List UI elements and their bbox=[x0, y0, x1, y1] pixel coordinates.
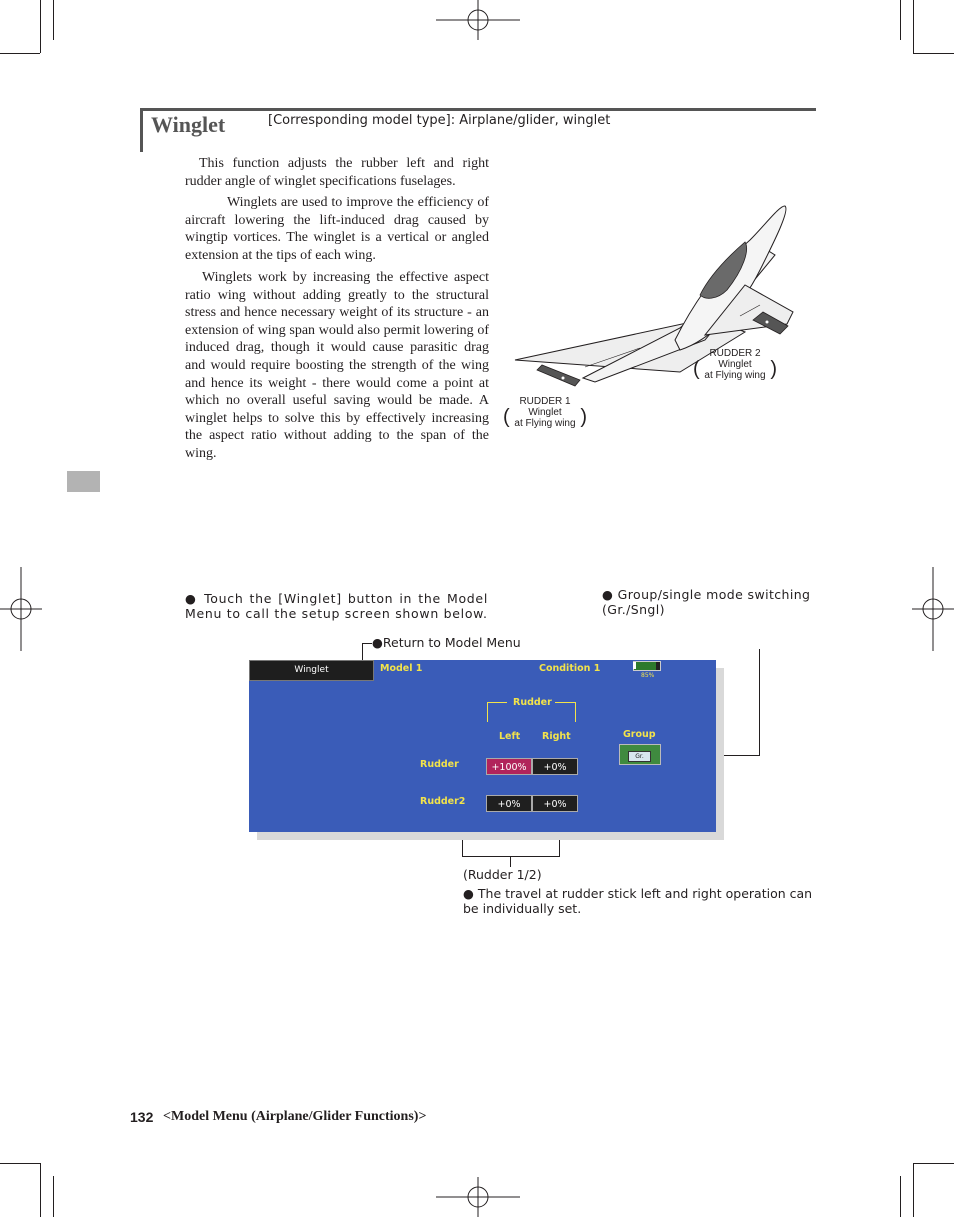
rudder-right-value[interactable]: +0% bbox=[532, 758, 578, 775]
condition-name: Condition 1 bbox=[539, 663, 601, 674]
rudder2-right-value[interactable]: +0% bbox=[532, 795, 578, 812]
rudder-callout-bracket bbox=[559, 840, 560, 856]
registration-mark-top bbox=[436, 0, 520, 40]
winglet-tab-button[interactable]: Winglet bbox=[249, 660, 374, 681]
touch-instruction: ● Touch the [Winglet] button in the Model Menu to call the setup screen shown below. bbox=[185, 591, 488, 621]
row-label-rudder2: Rudder2 bbox=[420, 796, 466, 807]
column-right: Right bbox=[542, 731, 571, 742]
registration-mark-left bbox=[0, 567, 42, 651]
group-button-label: Gr. bbox=[628, 751, 651, 762]
return-note: ●Return to Model Menu bbox=[372, 635, 521, 650]
column-left: Left bbox=[499, 731, 521, 742]
rudder2-note: at Flying wing bbox=[704, 370, 766, 381]
paragraph-winglets: Winglets are used to improve the efficiency of aircraft lowering the lift-induced drag caused by wingtip vortices. The winglet is a vertical or angled extension at the tips of each wing. bbox=[185, 195, 489, 263]
model-type-note: [Corresponding model type]: Airplane/glider, winglet bbox=[268, 113, 611, 128]
rudder1-name: RUDDER 1 bbox=[519, 396, 571, 407]
paren-open: ( bbox=[503, 406, 510, 428]
paragraph-intro: This function adjusts the rubber left and right rudder angle of winglet specifications fuselages. bbox=[185, 156, 489, 189]
paragraph-details: Winglets work by increasing the effective aspect ratio wing without adding greatly to the structural stress and hence necessary weight of its structure - an extension of wing span would also permit lowering of induced drag, though it would cause parasitic drag and would require boosting the strength of the wing and hence its weight - there would come a point at which no overall useful saving would be made. A winglet helps to solve this by effectively increasing the aspect ratio without adding to the span of the wing. bbox=[185, 270, 489, 461]
bracket-top-left bbox=[487, 702, 507, 703]
rudder-callout-bracket bbox=[462, 856, 560, 857]
battery-icon bbox=[633, 661, 661, 671]
rudder-callout-stem bbox=[510, 856, 511, 867]
rudder1-note: at Flying wing bbox=[514, 418, 576, 429]
battery-percent: 85% bbox=[641, 672, 655, 679]
rudder-left-value[interactable]: +100% bbox=[486, 758, 532, 775]
rudder-callout-bracket bbox=[462, 840, 463, 856]
footer-section: <Model Menu (Airplane/Glider Functions)> bbox=[163, 1109, 427, 1124]
header-bar bbox=[140, 108, 143, 152]
paren-open: ( bbox=[693, 358, 700, 380]
bracket-right bbox=[575, 702, 576, 722]
rudder2-name: RUDDER 2 bbox=[709, 348, 761, 359]
return-callout-line bbox=[362, 643, 363, 660]
rudder2-label bbox=[693, 348, 777, 381]
paren-close: ) bbox=[770, 358, 777, 380]
rudder1-type: Winglet bbox=[528, 407, 562, 418]
winglet-screen bbox=[249, 660, 716, 832]
paren-close: ) bbox=[580, 406, 587, 428]
page-title: Winglet bbox=[151, 112, 226, 137]
bracket-left bbox=[487, 702, 488, 722]
rudder2-left-value[interactable]: +0% bbox=[486, 795, 532, 812]
header-rule bbox=[140, 108, 816, 111]
group-label: Group bbox=[623, 729, 656, 740]
rudder-header: Rudder bbox=[513, 697, 552, 708]
travel-note: ● The travel at rudder stick left and right operation can be individually set. bbox=[463, 886, 813, 916]
group-mode-button[interactable] bbox=[619, 744, 661, 765]
rudder-callout: (Rudder 1/2) bbox=[463, 867, 542, 882]
battery-cap bbox=[633, 662, 636, 669]
bracket-top-right bbox=[555, 702, 575, 703]
group-callout-line bbox=[759, 649, 760, 755]
rudder1-label bbox=[503, 396, 587, 429]
side-tab bbox=[67, 471, 100, 492]
registration-mark-bottom bbox=[436, 1177, 520, 1217]
row-label-rudder: Rudder bbox=[420, 759, 459, 770]
return-callout-line bbox=[362, 643, 372, 644]
rudder2-type: Winglet bbox=[718, 359, 752, 370]
model-name: Model 1 bbox=[380, 663, 423, 674]
group-mode-note: ● Group/single mode switching (Gr./Sngl) bbox=[602, 587, 811, 617]
registration-mark-right bbox=[912, 567, 954, 651]
page-number: 132 bbox=[130, 1109, 154, 1125]
